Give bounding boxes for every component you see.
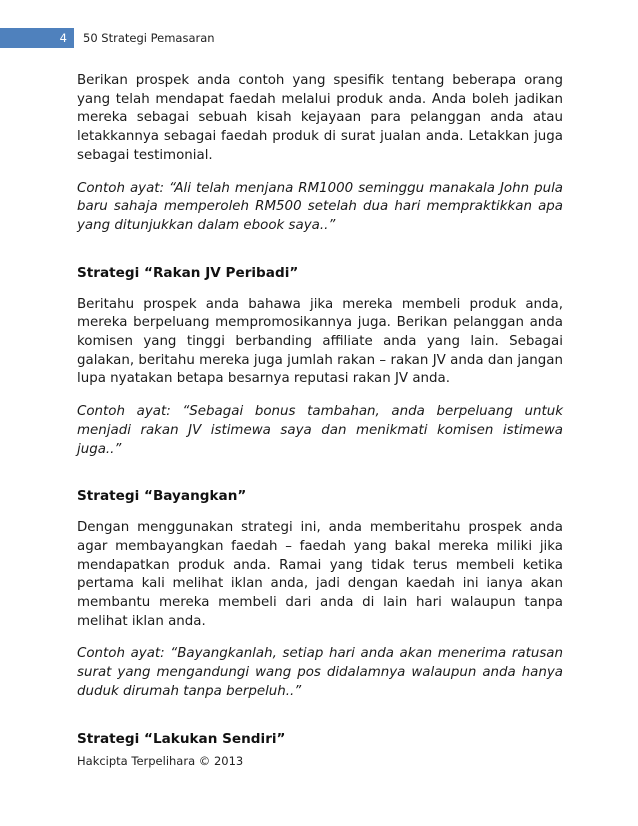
section-example: Contoh ayat: “Bayangkanlah, setiap hari anda akan menerima ratusan surat yang mengandungi wang pos didalamnya walaupun anda hanya duduk dirumah tanpa berpeluh..” bbox=[77, 646, 563, 699]
section-paragraph: Dengan menggunakan strategi ini, anda memberitahu prospek anda agar membayangkan faedah – faedah yang bakal mereka miliki jika mendapatkan produk anda. Ramai yang tidak terus membeli ketika pertama kali melihat iklan anda, jadi dengan kaedah ini ianya akan membantu mereka membeli dari anda di lain hari walaupun tanpa melihat iklan anda. bbox=[77, 520, 563, 629]
intro-paragraph: Berikan prospek anda contoh yang spesifik tentang beberapa orang yang telah mendapat faedah melalui produk anda. Anda boleh jadikan mereka sebagai sebuah kisah kejayaan para pelanggan anda atau letakkannya sebagai faedah produk di surat jualan anda. Letakkan juga sebagai testimonial. bbox=[77, 73, 563, 163]
section-rakan-jv bbox=[77, 264, 563, 460]
intro-example: Contoh ayat: “Ali telah menjana RM1000 seminggu manakala John pula baru sahaja memperoleh RM500 setelah dua hari mempraktikkan apa yang ditunjukkan dalam ebook saya..” bbox=[77, 180, 563, 233]
section-heading: Strategi “Lakukan Sendiri” bbox=[77, 730, 286, 747]
section-example: Contoh ayat: “Sebagai bonus tambahan, anda berpeluang untuk menjadi rakan JV istimewa saya dan menikmati komisen istimewa juga..” bbox=[77, 404, 563, 457]
section-heading: Strategi “Rakan JV Peribadi” bbox=[77, 264, 299, 281]
section-bayangkan bbox=[77, 487, 563, 701]
section-lakukan-sendiri bbox=[77, 730, 563, 748]
page-content bbox=[77, 72, 563, 762]
page-footer: Hakcipta Terpelihara © 2013 bbox=[77, 754, 244, 768]
section-paragraph: Beritahu prospek anda bahawa jika mereka membeli produk anda, mereka berpeluang mempromosikannya juga. Berikan pelanggan anda komisen yang tinggi berbanding affiliate anda yang lain. Sebagai galakan, beritahu mereka juga jumlah rakan – rakan JV anda dan jangan lupa nyatakan betapa besarnya reputasi rakan JV anda. bbox=[77, 296, 563, 387]
page-header bbox=[0, 28, 638, 48]
running-title: 50 Strategi Pemasaran bbox=[83, 31, 215, 45]
section-heading: Strategi “Bayangkan” bbox=[77, 488, 247, 505]
page-number: 4 bbox=[59, 31, 67, 45]
page-number-badge bbox=[0, 28, 74, 48]
intro-section bbox=[77, 72, 563, 236]
